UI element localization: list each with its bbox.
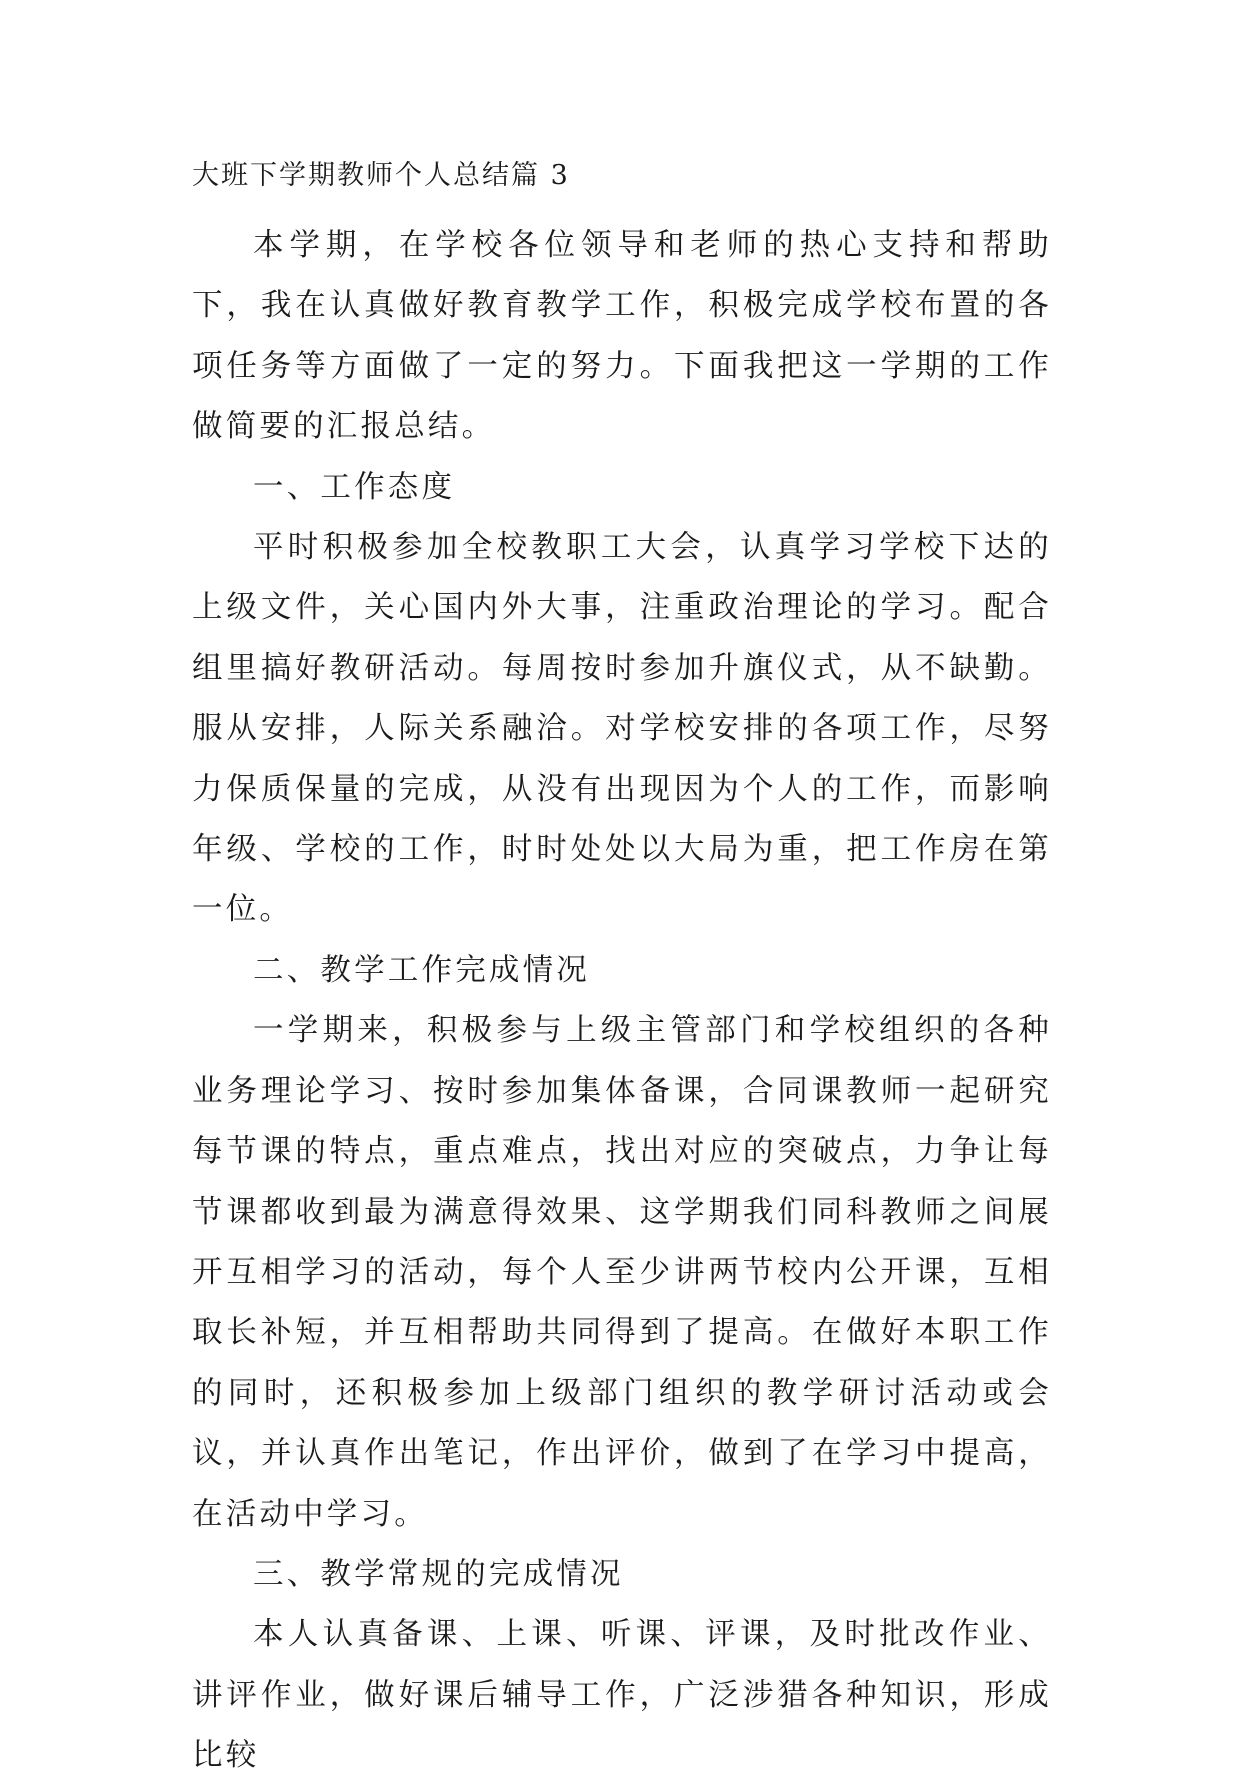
- document-title: 大班下学期教师个人总结篇 3: [192, 160, 570, 191]
- paragraph-teaching-routine: 本人认真备课、上课、听课、评课，及时批改作业、讲评作业，做好课后辅导工作，广泛涉猎各种知识，形成比较: [192, 1617, 1052, 1774]
- paragraph-teaching-work: 一学期来，积极参与上级主管部门和学校组织的各种业务理论学习、按时参加集体备课，合同课教师一起研究每节课的特点，重点难点，找出对应的突破点，力争让每节课都收到最为满意得效果、这学期我们同科教师之间展开互相学习的活动，每个人至少讲两节校内公开课，互相取长补短，并互相帮助共同得到了提高。在做好本职工作的同时，还积极参加上级部门组织的教学研讨活动或会议，并认真作出笔记，作出评价，做到了在学习中提高，在活动中学习。: [192, 1013, 1052, 1532]
- section-heading-work-attitude: 一、工作态度: [253, 469, 456, 505]
- paragraph-work-attitude: 平时积极参加全校教职工大会，认真学习学校下达的上级文件，关心国内外大事，注重政治理论的学习。配合组里搞好教研活动。每周按时参加升旗仪式，从不缺勤。服从安排，人际关系融洽。对学校安排的各项工作，尽努力保质保量的完成，从没有出现因为个人的工作，而影响年级、学校的工作，时时处处以大局为重，把工作房在第一位。: [192, 530, 1052, 928]
- section-heading-teaching-routine: 三、教学常规的完成情况: [253, 1556, 624, 1592]
- paragraph-intro: 本学期，在学校各位领导和老师的热心支持和帮助下，我在认真做好教育教学工作，积极完成学校布置的各项任务等方面做了一定的努力。下面我把这一学期的工作做简要的汇报总结。: [192, 228, 1052, 445]
- document-page: [192, 158, 1052, 1787]
- section-heading-teaching-work: 二、教学工作完成情况: [253, 952, 590, 988]
